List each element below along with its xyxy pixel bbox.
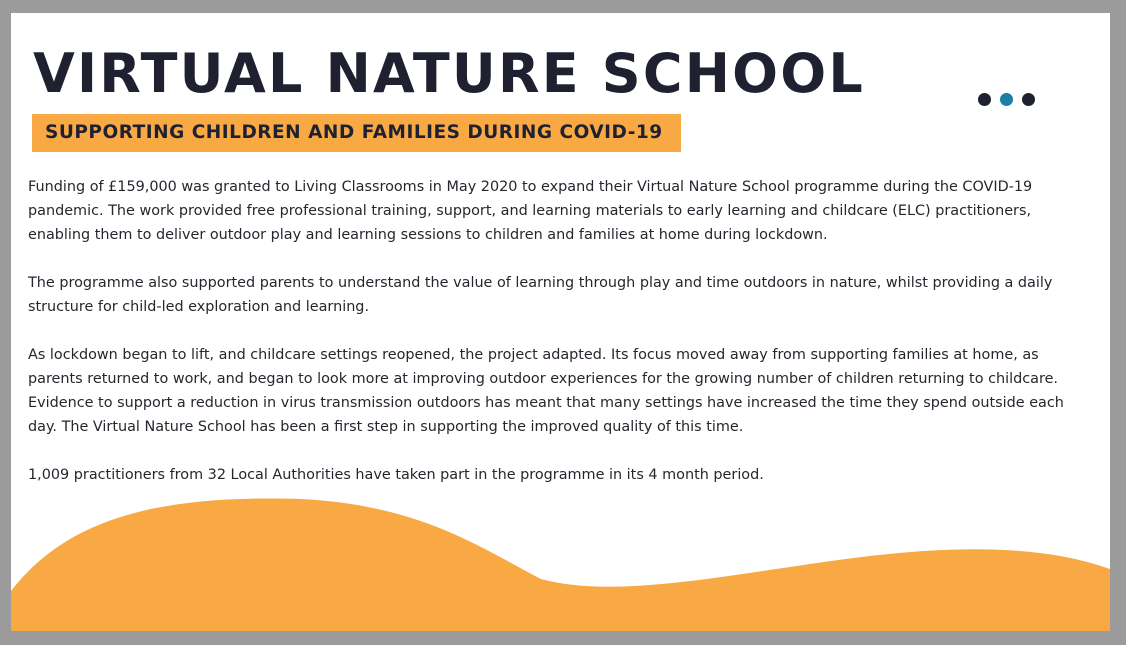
dot-icon — [1022, 93, 1035, 106]
paragraph-parents: The programme also supported parents to understand the value of learning through play and time outdoors in nature, whilst providing a daily structure for child-led exploration and learning. — [28, 275, 1053, 315]
paragraph-funding: Funding of £159,000 was granted to Living Classrooms in May 2020 to expand their Virtual Nature School programme during the COVID-19 pandemic. The work provided free professional training, support, and learning materials to early learning and childcare (ELC) practitioners, enabling them to deliver outdoor play and learning sessions to children and families at home during lockdown. — [28, 179, 1033, 243]
pagination-dots — [978, 93, 1035, 106]
page-title: VIRTUAL NATURE SCHOOL — [33, 42, 865, 105]
page-subtitle: SUPPORTING CHILDREN AND FAMILIES DURING COVID-19 — [45, 122, 663, 143]
subtitle-banner — [32, 114, 681, 152]
dot-icon — [978, 93, 991, 106]
body-text — [28, 175, 1088, 511]
content-card — [11, 13, 1110, 631]
active-dot-icon — [1000, 93, 1013, 106]
paragraph-practitioners: 1,009 practitioners from 32 Local Authorities have taken part in the programme in its 4 month period. — [28, 467, 764, 483]
paragraph-lockdown: As lockdown began to lift, and childcare settings reopened, the project adapted. Its focus moved away from supporting families at home, as parents returned to work, and began to look more at improving outdoor experiences for the growing number of children returning to childcare. Evidence to support a reduction in virus transmission outdoors has meant that many settings have increased the time they spend outside each day. The Virtual Nature School has been a first step in supporting the improved quality of this time. — [28, 347, 1064, 435]
